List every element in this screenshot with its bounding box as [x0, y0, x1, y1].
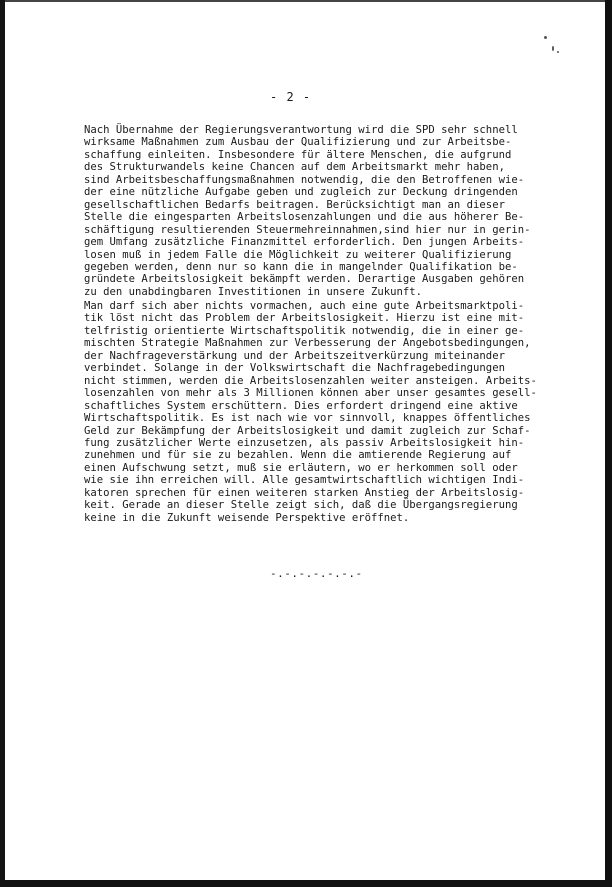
text-line: gründete Arbeitslosigkeit bekämpft werden. Derartige Ausgaben gehören [84, 273, 525, 286]
text-line: gegeben werden, denn nur so kann die in mangelnder Qualifikation be- [84, 260, 518, 273]
text-line: schäftigung resultierenden Steuermehreinnahmen,sind hier nur in gerin- [84, 223, 531, 236]
text-line: Man darf sich aber nichts vormachen, auch eine gute Arbeitsmarktpoli- [84, 300, 525, 312]
text-line: losenzahlen von mehr als 3 Millionen können aber unser gesamtes gesell- [84, 387, 537, 400]
text-line: mischten Strategie Maßnahmen zur Verbesserung der Angebotsbedingungen, [84, 337, 531, 350]
text-line: schaftliches System erschüttern. Dies erfordert dringend eine aktive [84, 399, 518, 412]
scan-edge-top [0, 0, 612, 2]
text-line: gesellschaftlichen Bedarfs beitragen. Berücksichtigt man an dieser [84, 198, 505, 211]
text-line: zunehmen und für sie zu bezahlen. Wenn die amtierende Regierung auf [84, 449, 512, 462]
text-line: losen muß in jedem Falle die Möglichkeit zu weiterer Qualifizierung [84, 248, 512, 261]
text-line: verbindet. Solange in der Volkswirtschaft die Nachfragebedingungen [84, 362, 505, 375]
text-line: der eine nützliche Aufgabe geben und zugleich zur Deckung dringenden [84, 186, 518, 199]
scan-edge-bottom [0, 880, 612, 887]
paragraph-2 [84, 300, 554, 524]
text-line: schaffung einleiten. Insbesondere für ältere Menschen, die aufgrund [84, 148, 512, 161]
scan-edge-right [605, 0, 612, 887]
text-line: der Nachfrageverstärkung und der Arbeitszeitverkürzung miteinander [84, 349, 505, 362]
text-line: einen Aufschwung setzt, muß sie erläutern, wo er herkommen soll oder [84, 461, 518, 474]
text-line: keine in die Zukunft weisende Perspektive eröffnet. [84, 511, 410, 524]
text-line: katoren sprechen für einen weiteren starken Anstieg der Arbeitslosig- [84, 486, 525, 499]
text-line: keit. Gerade an dieser Stelle zeigt sich, daß die Übergangsregierung [84, 499, 518, 512]
text-line: tik löst nicht das Problem der Arbeitslosigkeit. Hierzu ist eine mit- [84, 312, 525, 325]
scan-edge-left [0, 0, 5, 887]
text-line: wirksame Maßnahmen zum Ausbau der Qualifizierung und zur Arbeitsbe- [84, 136, 512, 149]
text-line: Geld zur Bekämpfung der Arbeitslosigkeit und damit zugleich zur Schaf- [84, 424, 531, 437]
text-line: Nach Übernahme der Regierungsverantwortung wird die SPD sehr schnell [84, 124, 518, 136]
text-line: des Strukturwandels keine Chancen auf dem Arbeitsmarkt mehr haben, [84, 161, 505, 174]
text-line: wie sie ihn erreichen will. Alle gesamtwirtschaftlich wichtigen Indi- [84, 474, 525, 487]
text-line: telfristig orientierte Wirtschaftspolitik notwendig, die in einer ge- [84, 324, 525, 337]
text-line: sind Arbeitsbeschaffungsmaßnahmen notwendig, die den Betroffenen wie- [84, 173, 525, 186]
page-number: - 2 - [270, 90, 312, 104]
scan-speck [552, 46, 554, 51]
text-line: zu den unabdingbaren Investitionen in unsere Zukunft. [84, 285, 423, 298]
end-marker: -.-.-.-.-.-.- [270, 567, 363, 580]
text-line: nicht stimmen, werden die Arbeitslosenzahlen weiter ansteigen. Arbeits- [84, 374, 537, 387]
paragraph-1 [84, 124, 554, 298]
scan-speck [544, 36, 547, 39]
text-line: Stelle die eingesparten Arbeitslosenzahlungen und die aus höherer Be- [84, 211, 525, 224]
scan-speck [557, 51, 559, 53]
text-line: fung zusätzlicher Werte einzusetzen, als passiv Arbeitslosigkeit hin- [84, 436, 525, 449]
text-line: gem Umfang zusätzliche Finanzmittel erforderlich. Den jungen Arbeits- [84, 236, 525, 249]
text-line: Wirtschaftspolitik. Es ist nach wie vor sinnvoll, knappes öffentliches [84, 412, 531, 425]
